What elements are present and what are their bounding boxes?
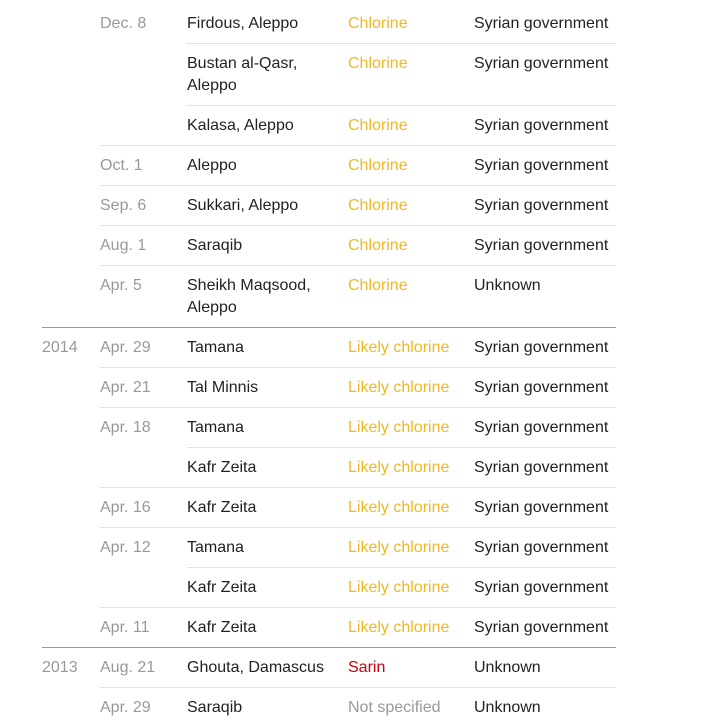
responsible-cell: Unknown <box>474 277 541 294</box>
date-cell: Apr. 21 <box>100 379 151 396</box>
agent-cell: Chlorine <box>348 237 408 254</box>
location-cell: Saraqib <box>187 699 243 716</box>
location-cell: Sukkari, Aleppo <box>187 197 299 214</box>
agent-cell: Likely chlorine <box>348 339 450 356</box>
agent-cell: Sarin <box>348 659 386 676</box>
responsible-cell: Syrian government <box>474 499 609 516</box>
responsible-cell: Unknown <box>474 699 541 716</box>
date-cell: Apr. 18 <box>100 419 151 436</box>
date-cell: Aug. 1 <box>100 237 147 254</box>
location-cell: Aleppo <box>187 157 237 174</box>
date-cell: Apr. 5 <box>100 277 142 294</box>
location-cell: Tamana <box>187 339 244 356</box>
table-row <box>0 568 720 608</box>
responsible-cell: Syrian government <box>474 379 609 396</box>
location-cell: Tal Minnis <box>187 379 259 396</box>
responsible-cell: Syrian government <box>474 539 609 556</box>
table-row <box>0 44 720 106</box>
responsible-cell: Syrian government <box>474 117 609 134</box>
location-cell: Kafr Zeita <box>187 499 257 516</box>
location-cell: Sheikh Maqsood, Aleppo <box>187 277 311 316</box>
location-cell: Bustan al-Qasr, Aleppo <box>187 55 298 94</box>
table-row <box>0 408 720 448</box>
date-cell: Sep. 6 <box>100 197 147 214</box>
date-cell: Apr. 29 <box>100 339 151 356</box>
table-row <box>0 328 720 368</box>
agent-cell: Chlorine <box>348 157 408 174</box>
responsible-cell: Syrian government <box>474 459 609 476</box>
responsible-cell: Syrian government <box>474 237 609 254</box>
date-cell: Apr. 12 <box>100 539 151 556</box>
agent-cell: Likely chlorine <box>348 419 450 436</box>
responsible-cell: Syrian government <box>474 157 609 174</box>
year-cell: 2014 <box>42 339 78 356</box>
agent-cell: Not specified <box>348 699 441 716</box>
location-cell: Ghouta, Damascus <box>187 659 324 676</box>
agent-cell: Chlorine <box>348 55 408 72</box>
location-cell: Tamana <box>187 419 244 436</box>
table-row <box>0 226 720 266</box>
responsible-cell: Syrian government <box>474 197 609 214</box>
table-row <box>0 488 720 528</box>
agent-cell: Likely chlorine <box>348 499 450 516</box>
table-row <box>0 186 720 226</box>
date-cell: Apr. 29 <box>100 699 151 716</box>
location-cell: Firdous, Aleppo <box>187 15 299 32</box>
table-row <box>0 528 720 568</box>
agent-cell: Likely chlorine <box>348 379 450 396</box>
table-row <box>0 448 720 488</box>
agent-cell: Chlorine <box>348 277 408 294</box>
agent-cell: Likely chlorine <box>348 459 450 476</box>
table-row <box>0 368 720 408</box>
agent-cell: Likely chlorine <box>348 579 450 596</box>
date-cell: Dec. 8 <box>100 15 147 32</box>
agent-cell: Chlorine <box>348 197 408 214</box>
location-cell: Kafr Zeita <box>187 579 257 596</box>
location-cell: Tamana <box>187 539 244 556</box>
table-row <box>0 688 720 728</box>
date-cell: Apr. 11 <box>100 619 150 636</box>
table-row <box>0 266 720 328</box>
location-cell: Kafr Zeita <box>187 459 257 476</box>
location-cell: Kalasa, Aleppo <box>187 117 294 134</box>
agent-cell: Chlorine <box>348 15 408 32</box>
responsible-cell: Syrian government <box>474 15 609 32</box>
responsible-cell: Syrian government <box>474 579 609 596</box>
table-row <box>0 608 720 648</box>
date-cell: Aug. 21 <box>100 659 156 676</box>
date-cell: Apr. 16 <box>100 499 151 516</box>
responsible-cell: Syrian government <box>474 619 609 636</box>
responsible-cell: Unknown <box>474 659 541 676</box>
responsible-cell: Syrian government <box>474 419 609 436</box>
year-cell: 2013 <box>42 659 78 676</box>
agent-cell: Chlorine <box>348 117 408 134</box>
table-row <box>0 4 720 44</box>
location-cell: Kafr Zeita <box>187 619 257 636</box>
table-row <box>0 146 720 186</box>
table-row <box>0 106 720 146</box>
table-row <box>0 648 720 688</box>
responsible-cell: Syrian government <box>474 339 609 356</box>
responsible-cell: Syrian government <box>474 55 609 72</box>
location-cell: Saraqib <box>187 237 243 254</box>
date-cell: Oct. 1 <box>100 157 143 174</box>
agent-cell: Likely chlorine <box>348 619 450 636</box>
agent-cell: Likely chlorine <box>348 539 450 556</box>
